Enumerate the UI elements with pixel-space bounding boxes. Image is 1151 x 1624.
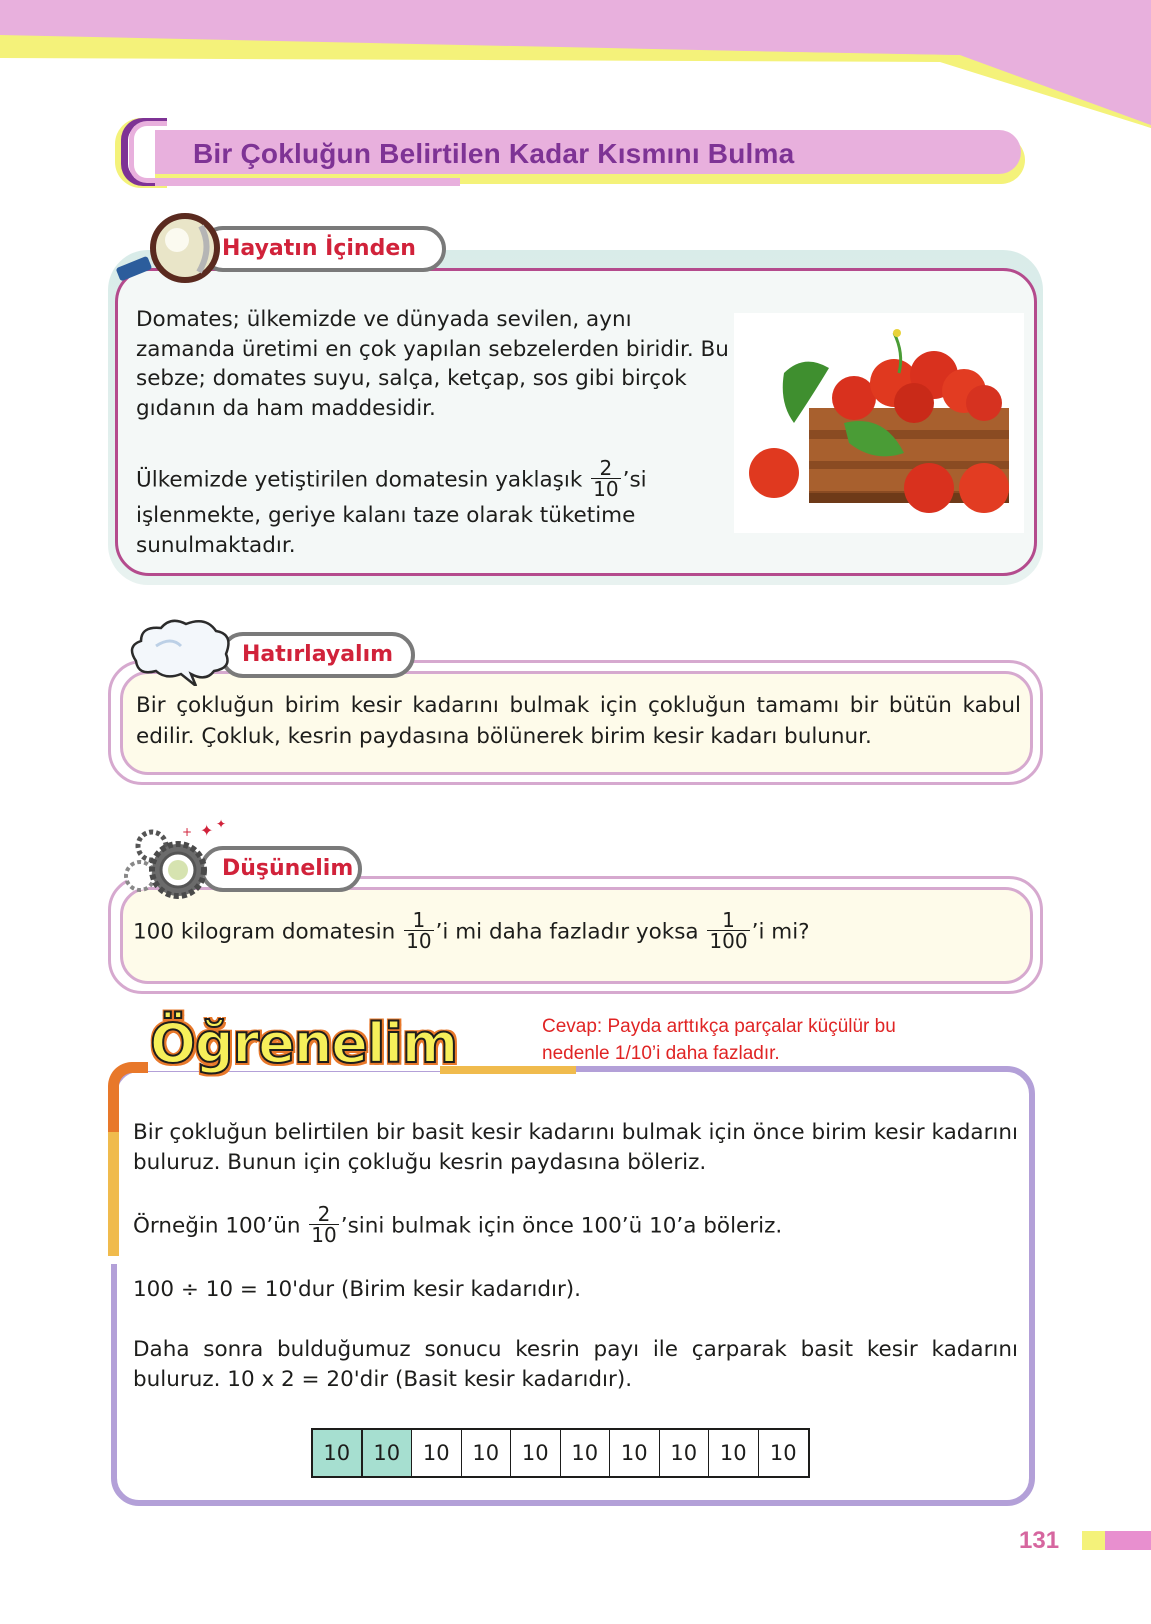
ogrenelim-yellow-line [440, 1066, 576, 1074]
footer-yellow-tab [1082, 1531, 1105, 1550]
strip-cell: 10 [709, 1430, 759, 1476]
hatirlayalim-text: Bir çokluğun birim kesir kadarını bulmak için çokluğun tamamı bir bütün kabul edilir. Çokluk, kesrin paydasına bölünerek birim kesir kadarı bulunur. [136, 693, 1021, 749]
fraction-2-10 [309, 1204, 338, 1245]
section-label-text: Hayatın İçinden [222, 236, 416, 261]
dusunelim-question [133, 908, 1013, 953]
strip-cell-filled: 10 [313, 1430, 363, 1476]
chapter-title-block [115, 118, 1035, 198]
ogrenelim-orange-bar [108, 1120, 119, 1132]
strip-cell: 10 [561, 1430, 611, 1476]
hayatin-icinden-paragraph-2 [136, 456, 736, 561]
top-banner-decoration [0, 0, 1151, 130]
text-segment: Örneğin 100’ün [133, 1213, 301, 1239]
ogrenelim-orange-corner [108, 1062, 148, 1120]
fraction-1-10 [404, 910, 433, 951]
strip-cell-filled: 10 [363, 1430, 413, 1476]
text-segment: 100 kilogram domatesin [133, 919, 396, 945]
numerator: 1 [707, 910, 749, 931]
numerator: 2 [591, 458, 620, 479]
ogrenelim-paragraph-3: 100 ÷ 10 = 10'dur (Birim kesir kadarıdır). [133, 1277, 582, 1302]
numerator: 2 [309, 1204, 338, 1225]
section-label-text: Hatırlayalım [242, 642, 394, 667]
hatirlayalim-label [220, 632, 415, 678]
text-segment: ’si işlenmekte, geriye kalanı taze olarak tüketime sunulmaktadır. [136, 467, 647, 558]
page-title: Bir Çokluğun Belirtilen Kadar Kısmını Bulma [193, 138, 795, 169]
title-underline [155, 178, 460, 186]
gears-icon [122, 818, 232, 903]
magnifier-icon [113, 212, 223, 287]
answer-line-2: nedenle 1/10’i daha fazladır. [542, 1043, 780, 1064]
cloud-icon [126, 616, 236, 686]
ogrenelim-logo: Öğrenelim [150, 1012, 458, 1075]
strip-cell: 10 [511, 1430, 561, 1476]
ogrenelim-paragraph-1: Bir çokluğun belirtilen bir basit kesir kadarını bulmak için önce birim kesir kadarını buluruz. Bunun için çokluğu kesrin paydasına böleriz. [133, 1120, 1018, 1175]
ogrenelim-yellow-bar [108, 1132, 119, 1256]
footer-pink-tab [1105, 1531, 1151, 1550]
denominator: 100 [709, 929, 748, 953]
ogrenelim-paragraph-2 [133, 1202, 1018, 1247]
denominator: 10 [593, 477, 619, 501]
text-segment: ’i mi? [751, 919, 810, 945]
answer-note [542, 1013, 962, 1067]
fraction-2-10 [591, 458, 620, 499]
svg-text:+: + [182, 825, 193, 839]
text-segment: Ülkemizde yetiştirilen domatesin yaklaşık [136, 467, 583, 493]
tomatoes-crate-image [734, 313, 1024, 533]
denominator: 10 [311, 1223, 337, 1247]
hayatin-icinden-label [200, 226, 446, 272]
text-segment: ’sini bulmak için önce 100’ü 10’a böleriz. [340, 1213, 783, 1239]
section-label-text: Düşünelim [222, 856, 354, 881]
fraction-1-100 [707, 910, 749, 951]
answer-line-1: Cevap: Payda arttıkça parçalar küçülür bu [542, 1016, 896, 1037]
svg-text:✦: ✦ [200, 821, 214, 840]
strip-cell: 10 [660, 1430, 710, 1476]
ogrenelim-paragraph-4: Daha sonra bulduğumuz sonucu kesrin payı ile çarparak basit kesir kadarını buluruz. 10 x 2 = 20'dir (Basit kesir kadarıdır). [133, 1337, 1018, 1392]
page-number: 131 [1019, 1527, 1060, 1554]
numerator: 1 [404, 910, 433, 931]
ogrenelim-bar-gap [108, 1256, 119, 1264]
strip-cell: 10 [759, 1430, 809, 1476]
tens-strip [311, 1428, 810, 1478]
strip-cell: 10 [462, 1430, 512, 1476]
strip-cell: 10 [412, 1430, 462, 1476]
denominator: 10 [406, 929, 432, 953]
svg-text:✦: ✦ [216, 818, 227, 831]
strip-cell: 10 [610, 1430, 660, 1476]
text-segment: ’i mi daha fazladır yoksa [435, 919, 699, 945]
hayatin-icinden-paragraph-1: Domates; ülkemizde ve dünyada sevilen, aynı zamanda üretimi en çok yapılan sebzelerden biridir. Bu sebze; domates suyu, salça, ketçap, sos gibi birçok gıdanın da ham maddesidir. [136, 307, 729, 421]
